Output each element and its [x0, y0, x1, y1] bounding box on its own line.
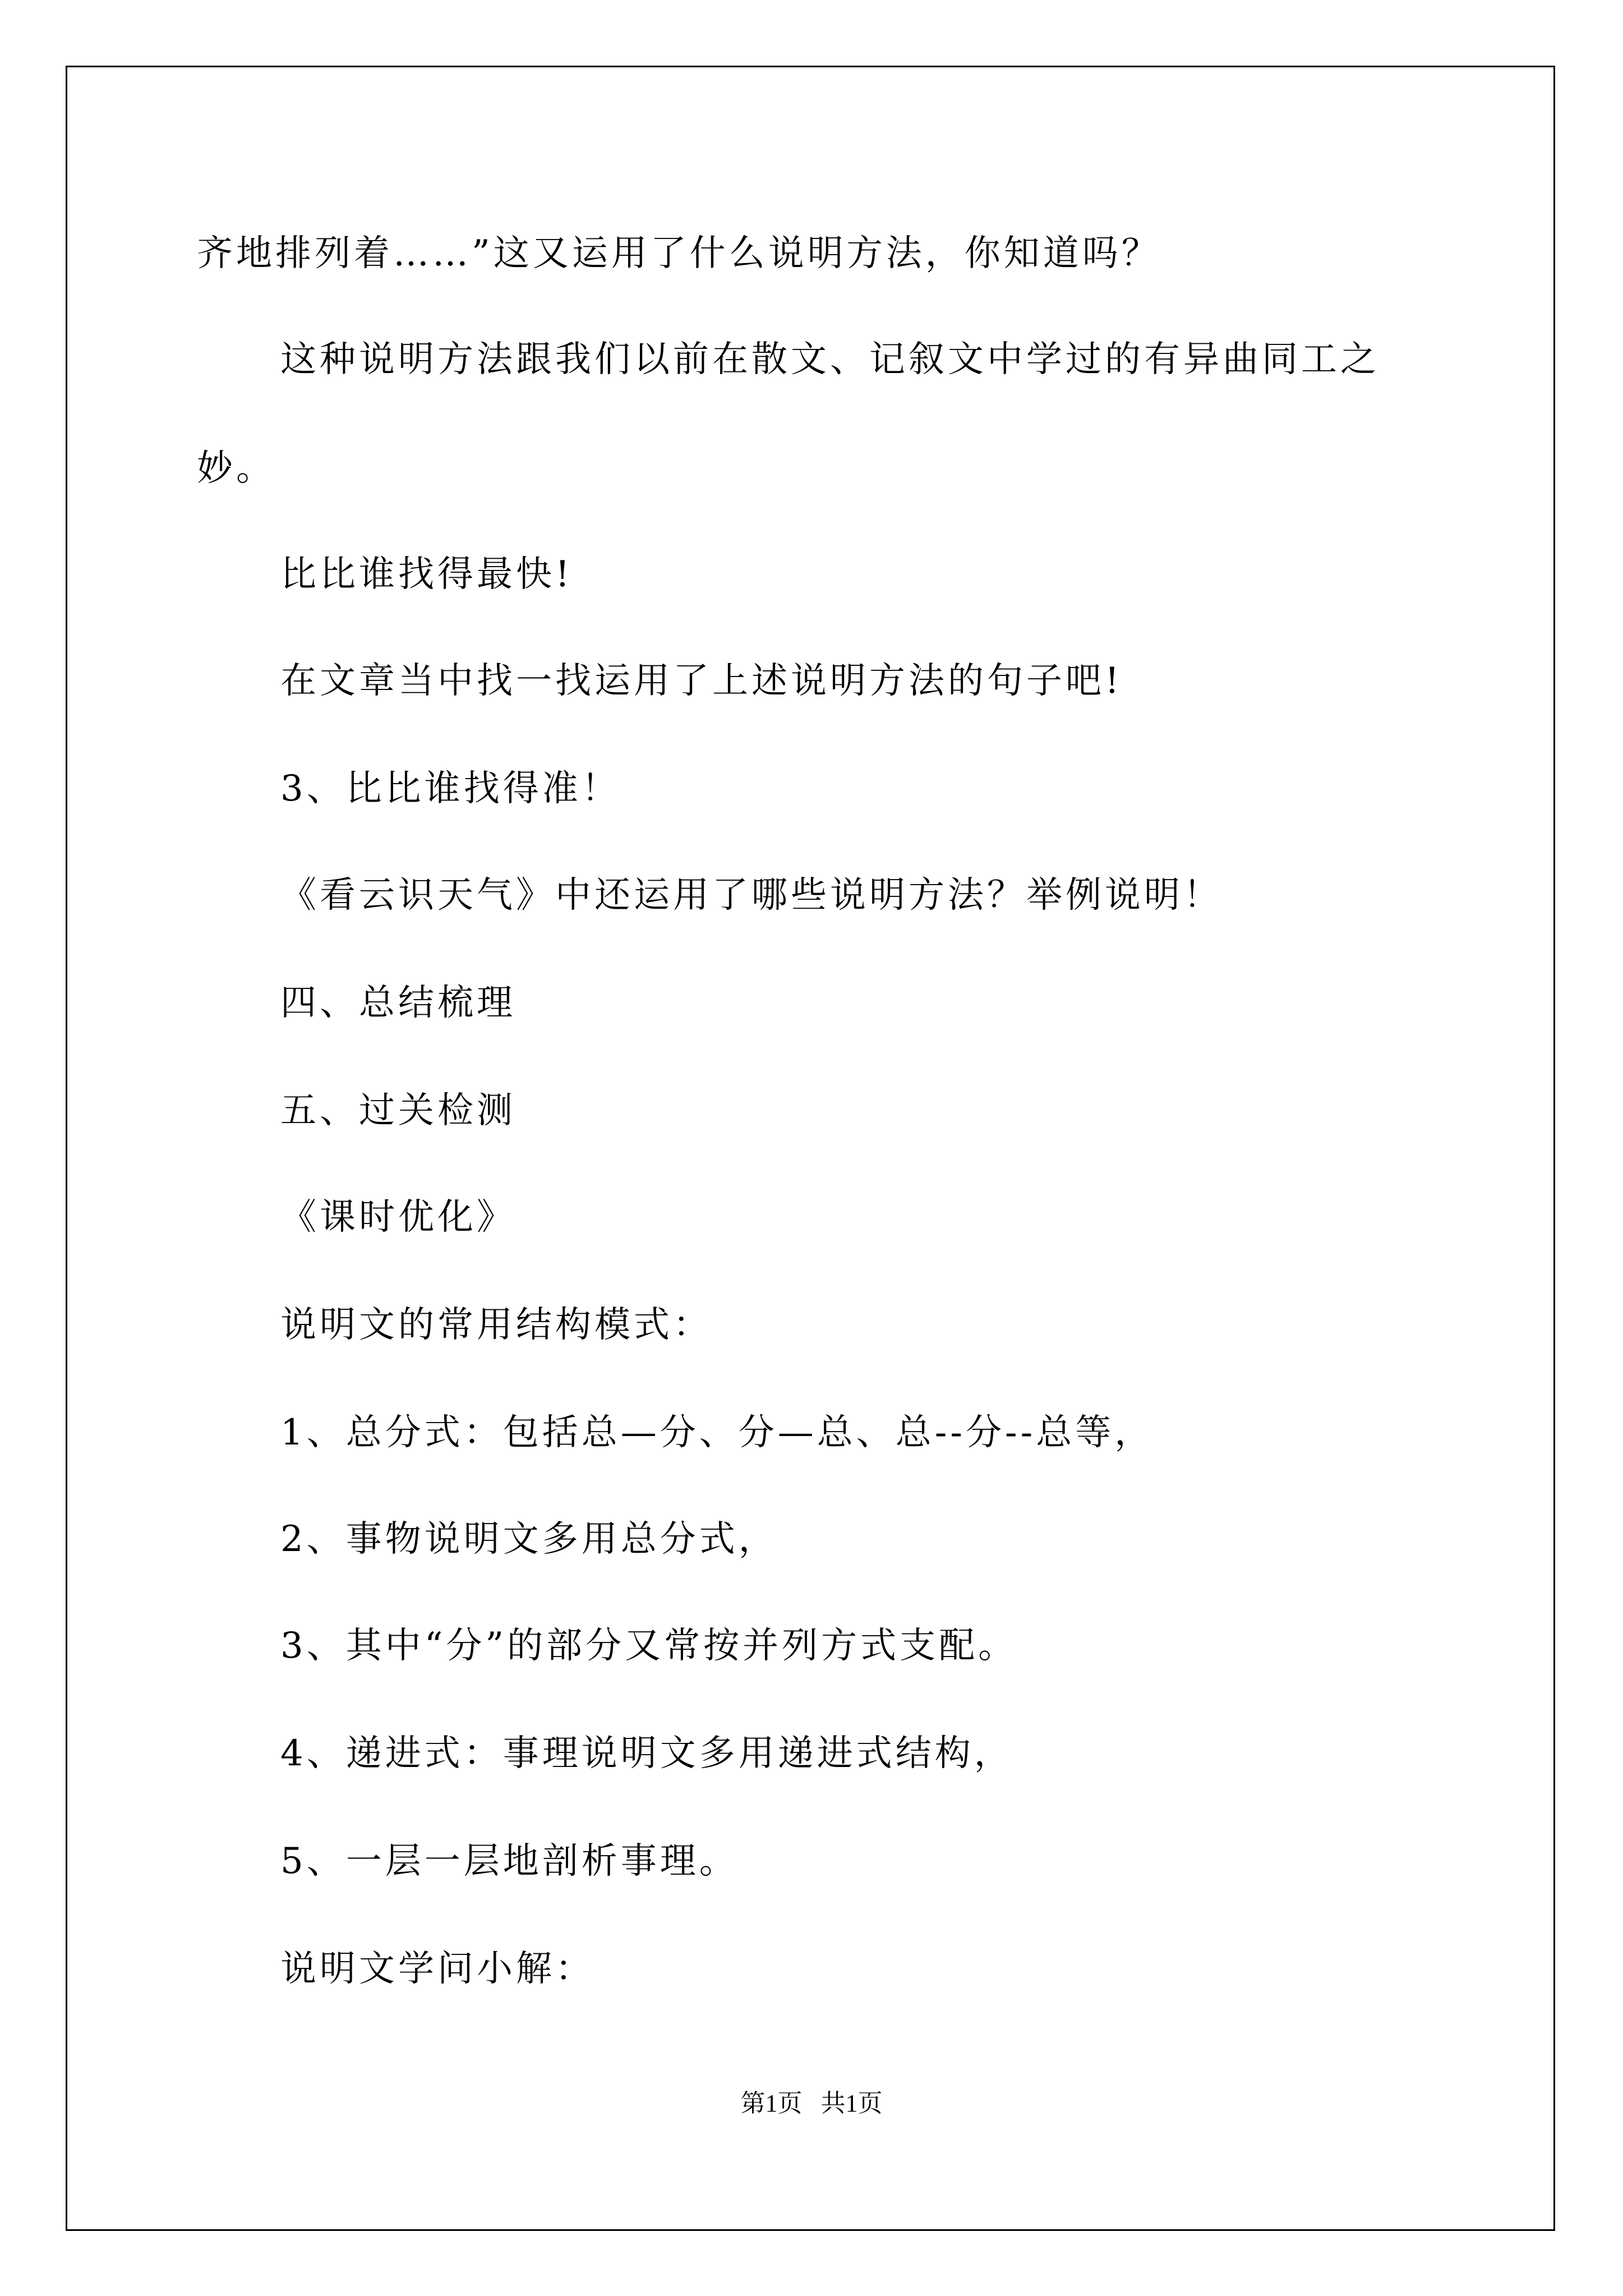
text-line-17: 说明文学问小解：: [280, 1948, 594, 1990]
list-item-2: 2、事物说明文多用总分式，: [280, 1519, 778, 1560]
page-border: [66, 66, 1555, 2231]
list-item-3: 3、其中“分”的部分又常按并列方式支配。: [280, 1625, 1018, 1667]
text-line-3: 妙。: [197, 448, 275, 489]
text-line-10: 《课时优化》: [280, 1197, 516, 1238]
section-heading-test: 五、过关检测: [280, 1090, 516, 1131]
text-line-5: 在文章当中找一找运用了上述说明方法的句子吧!: [280, 660, 1123, 702]
text-line-7: 《看云识天气》中还运用了哪些说明方法？举例说明！: [280, 875, 1223, 916]
text-line-11: 说明文的常用结构模式：: [280, 1304, 712, 1346]
text-line-1: 齐地排列着……”这又运用了什么说明方法，你知道吗？: [197, 233, 1161, 274]
list-item-5: 5、一层一层地剖析事理。: [280, 1841, 739, 1882]
page-footer: 第1页 共1页: [740, 2090, 883, 2117]
text-line-2: 这种说明方法跟我们以前在散文、记叙文中学过的有异曲同工之: [280, 339, 1380, 380]
list-item-1: 1、总分式：包括总—分、分—总、总--分--总等，: [280, 1412, 1154, 1453]
list-item-4: 4、递进式：事理说明文多用递进式结构，: [280, 1733, 1013, 1774]
section-heading-summary: 四、总结梳理: [280, 982, 516, 1024]
text-line-4: 比比谁找得最快!: [280, 554, 573, 595]
text-line-6: 3、比比谁找得准！: [280, 768, 621, 809]
